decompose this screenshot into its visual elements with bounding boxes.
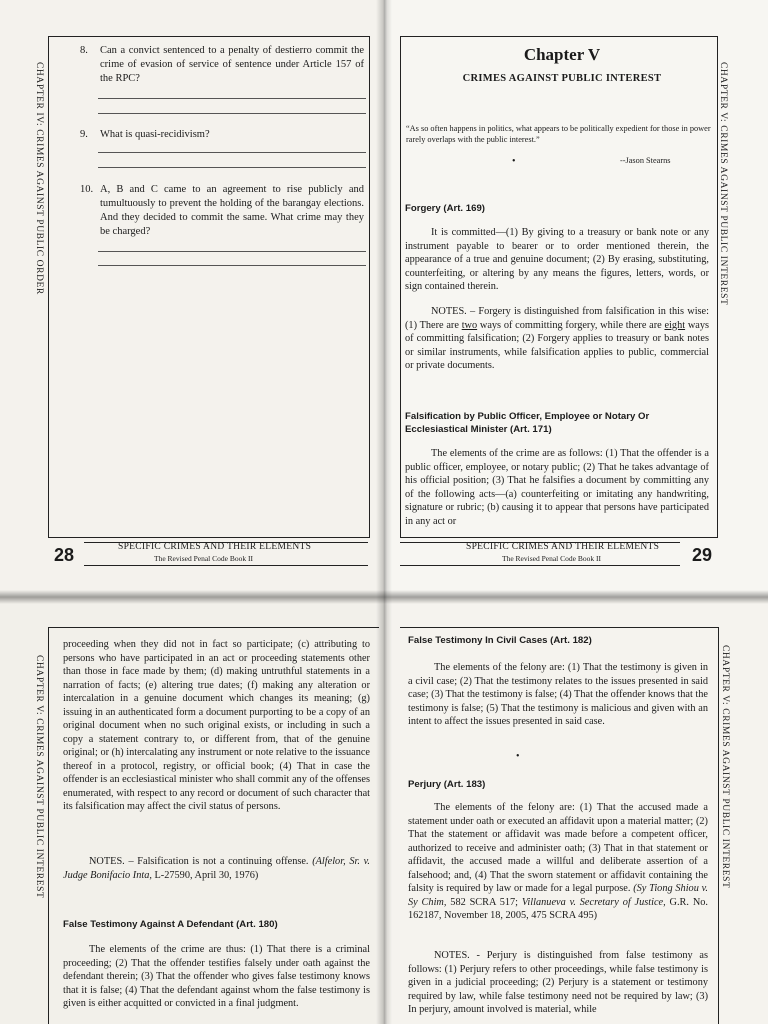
book-spine-shadow	[376, 0, 392, 1024]
decorative-dot: •	[516, 751, 520, 762]
page-30	[0, 597, 384, 1024]
chapter-title: Chapter V	[523, 45, 601, 64]
section-heading-falsification: Falsification by Public Officer, Employee or Notary Or Ecclesiastical Minister (Art. 171)	[405, 411, 650, 435]
chapter-side-label: CHAPTER V: CRIMES AGAINST PUBLIC INTEREST	[720, 645, 730, 889]
page-border	[48, 36, 370, 538]
section-heading-forgery: Forgery (Art. 169)	[405, 203, 485, 214]
falsification-paragraph: The elements of the crime are as follows: (1) That the offender is a public officer, employee, or notary public; (2) That he takes advantage of his official position; (3) That he falsifies a document by committing any of the following acts—(a) counterfeiting or imitating any handwriting, signature or rubric; (b) causing it to appear that persons have participated in any act or	[405, 448, 709, 527]
footer-subtitle: The Revised Penal Code Book II	[154, 554, 253, 563]
decorative-dot: •	[512, 156, 516, 167]
perjury-paragraph: The elements of the felony are: (1) That the accused made a statement under oath or executed an affidavit upon a material matter; (2) That the statement or affidavit was made before a competent officer, authorized to receive and administer oath; (3) That in that statement or affidavit, the accused made a willful and deliberate assertion of a falsehood; and, (4) That the sworn statement or affidavit containing the falsity is required by law or made for a legal purpose. (Sy Tiong Shiou v. Sy Chim, 582 SCRA 517; Villanueva v. Secretary of Justice, G.R. No. 162187, November 18, 2005, 475 SCRA 495)	[408, 802, 709, 921]
page-28	[0, 0, 384, 597]
question-number: 9.	[80, 129, 88, 140]
footer-title: SPECIFIC CRIMES AND THEIR ELEMENTS	[466, 542, 660, 552]
epigraph-author: --Jason Stearns	[620, 156, 671, 165]
page-31	[384, 597, 768, 1024]
question-text: A, B and C came to an agreement to rise publicly and tumultuously to prevent the holding of the barangay elections. And they decided to commit the same. What crime may they be charged?	[100, 184, 364, 237]
section-heading-false-testimony-defendant: False Testimony Against A Defendant (Art. 180)	[63, 919, 278, 930]
forgery-notes: NOTES. – Forgery is distinguished from falsification in this wise: (1) There are two ways of committing forgery, while there are eight ways of committing falsification; (2) Forgery applies to treasury or bank notes or similar instruments, while falsification applies to public, commercial or private documents.	[405, 306, 709, 371]
answer-line	[98, 113, 366, 114]
section-heading-perjury: Perjury (Art. 183)	[408, 779, 486, 790]
page-29	[384, 0, 768, 597]
answer-line	[98, 98, 366, 99]
falsification-notes: NOTES. – Falsification is not a continuing offense. (Alfelor, Sr. v. Judge Bonifacio Inta, L-27590, April 30, 1976)	[63, 856, 370, 881]
question-text: Can a convict sentenced to a penalty of destierro commit the crime of evasion of service of sentence under Article 157 of the RPC?	[100, 45, 364, 84]
answer-line	[98, 265, 366, 266]
page-number: 28	[54, 545, 75, 565]
forgery-paragraph: It is committed—(1) By giving to a treasury or bank note or any instrument payable to bearer or to order mentioned therein, the appearance of a true and genuine document; (2) By erasing, substituting, counterfeiting, or altering by any means the figures, letters, words, or sign contained therein.	[405, 227, 709, 292]
section-heading-false-testimony-civil: False Testimony In Civil Cases (Art. 182)	[408, 635, 592, 646]
epigraph-quote: “As so often happens in politics, what appears to be politically expedient for those in power rarely overlaps with the public interest.”	[406, 124, 711, 144]
answer-line	[98, 152, 366, 153]
false-testimony-civil-paragraph: The elements of the felony are: (1) That the testimony is given in a civil case; (2) That the testimony relates to the issues presented in said case; (3) That the testimony is false; (4) That the offender knows that the testimony is false; (5) That the testimony is malicious and given with an intent to affect the issues presented in said case.	[408, 662, 708, 727]
question-10	[80, 183, 368, 247]
continuation-paragraph: proceeding when they did not in fact so participate; (c) attributing to persons who have participated in an act or proceeding statements other than those in face made by them; (d) making untruthful statements in a narration of facts; (e) altering true dates; (f) making any alteration or intercalation in a genuine document which changes its meaning; (g) issuing in an authenticated form a document purporting to be a copy of an original document when no such original exists, or including in such a copy a statement contrary to, or different from, that of the genuine original; or (h) intercalating any instrument or note relative to the issuance thereof in a protocol, registry, or official book; (4) That in case the offender is an ecclesiastical minister who shall commit any of the offenses enumerated, with respect to any record or document of such character that its falsification may affect the civil status of persons.	[63, 639, 370, 812]
page-number: 29	[692, 545, 713, 565]
perjury-notes: NOTES. - Perjury is distinguished from false testimony as follows: (1) Perjury refers to other proceedings, while false testimony is given in a judicial proceeding; (2) Perjury is a statement or testimony required by law, while false testimony need not be required by law; (3) In perjury, amount involved is material, while	[408, 950, 708, 1015]
false-testimony-defendant-paragraph: The elements of the crime are thus: (1) That there is a criminal proceeding; (2) That the offender testifies falsely under oath against the defendant therein; (3) That the offender who gives false testimony knows that it is false; (4) That the defendant against whom the false testimony is given is either acquitted or convicted in a final judgment.	[63, 944, 370, 1009]
page-fold-shadow	[0, 590, 768, 604]
footer-title: SPECIFIC CRIMES AND THEIR ELEMENTS	[118, 542, 312, 552]
footer-subtitle: The Revised Penal Code Book II	[502, 554, 601, 563]
answer-line	[98, 251, 366, 252]
chapter-side-label: CHAPTER V: CRIMES AGAINST PUBLIC INTEREST	[34, 655, 44, 899]
answer-line	[98, 167, 366, 168]
chapter-side-label: CHAPTER V: CRIMES AGAINST PUBLIC INTEREST	[718, 62, 728, 306]
question-number: 10.	[80, 184, 94, 195]
question-9	[80, 128, 368, 148]
chapter-side-label: CHAPTER IV: CRIMES AGAINST PUBLIC ORDER	[34, 62, 44, 295]
question-text: What is quasi-recidivism?	[100, 129, 210, 140]
question-8	[80, 44, 368, 104]
question-number: 8.	[80, 45, 88, 56]
chapter-subtitle: CRIMES AGAINST PUBLIC INTEREST	[462, 73, 662, 84]
